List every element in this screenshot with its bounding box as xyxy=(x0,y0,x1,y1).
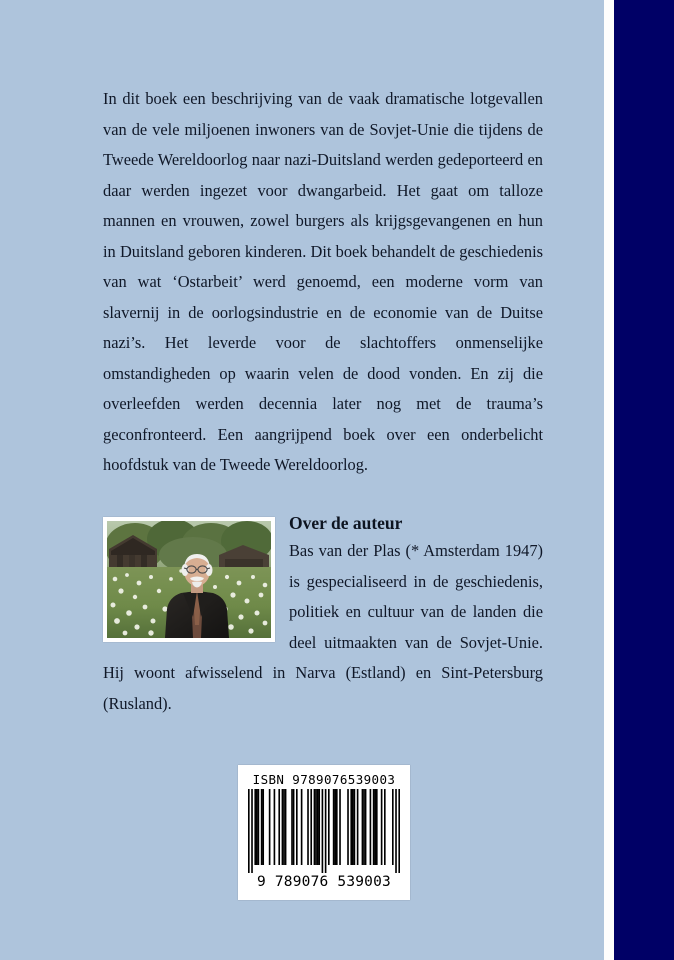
author-heading: Over de auteur xyxy=(289,513,403,533)
author-photo-frame xyxy=(103,517,275,642)
author-photo xyxy=(107,521,271,638)
isbn-barcode xyxy=(238,765,410,900)
blurb-text: In dit boek een beschrijving van de vaak dramatische lotgevallen van de vele miljoenen inwoners van de Sovjet-Unie die tijdens de Tweede Wereldoorlog naar nazi-Duitsland werden gedeporteerd en daar werden ingezet voor dwangarbeid. Het gaat om talloze mannen en vrouwen, zowel burgers als krijgsgevangenen en hun in Duitsland geboren kinderen. Dit boek behandelt de geschiedenis van wat ‘Ostarbeit’ werd genoemd, een moderne vorm van slavernij in de oorlogsindustrie en de economie van de Duitse nazi’s. Het leverde voor de slachtoffers onmenselijke omstandigheden op waarin velen de dood vonden. En zij die overleefden werden decennia later nog met de trauma’s geconfronteerd. Een aangrijpend boek over een onderbelicht hoofdstuk van de Tweede Wereldoorlog. xyxy=(103,89,543,474)
barcode-digits: 9 789076 539003 xyxy=(257,874,391,890)
author-bio-text: Bas van der Plas (* Amsterdam 1947) is gespecialiseerd in de geschiedenis, politiek en cultuur van de landen die deel uitmaakten van de Sovjet-Unie. Hij woont afwisselend in Narva (Estland) en Sint-Petersburg (Rusland). xyxy=(103,541,543,713)
isbn-label: ISBN 9789076539003 xyxy=(252,772,396,787)
author-section xyxy=(103,512,543,719)
spine-gap xyxy=(604,0,614,960)
book-spine xyxy=(614,0,674,960)
author-portrait-illustration xyxy=(107,521,271,638)
barcode-bars xyxy=(248,789,400,873)
